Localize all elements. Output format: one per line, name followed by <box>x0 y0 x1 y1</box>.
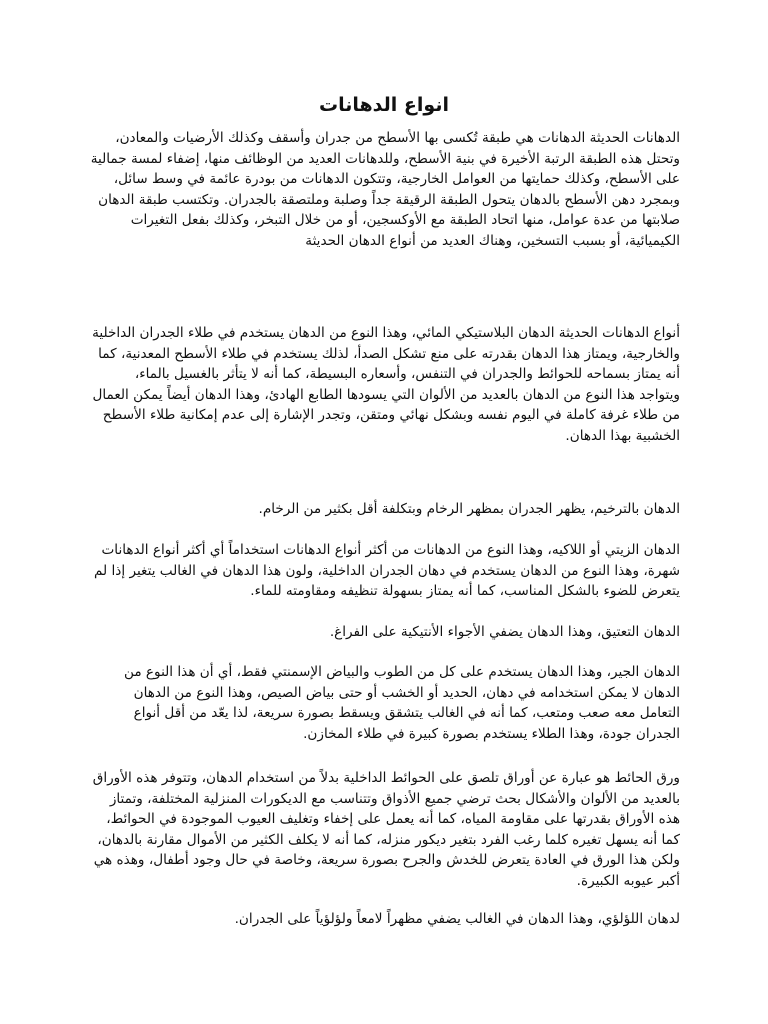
paragraph-plastic-paint: أنواع الدهانات الحديثة الدهان البلاستيكي المائي، وهذا النوع من الدهان يستخدم في طلاء الجدران الداخلية والخارجية، ويمتاز هذا الدهان بقدرته على منع تشكل الصدأ، لذلك يستخدم في طلاء الأسطح المعدنية، كما أنه يمتاز بسماحه للحوائط والجدران في التنفس، وأسعاره البسيطة، كما أنه لا يتأثر بالغسيل بالماء، ويتواجد هذا النوع من الدهان بالعديد من الألوان التي يسودها الطابع الهادئ، وهذا الدهان أيضاً يمكن العمال من طلاء غرفة كاملة في اليوم نفسه وبشكل نهائي ومتقن، وتجدر الإشارة إلى عدم إمكانية طلاء الأسطح الخشبية بهذا الدهان. <box>92 325 680 444</box>
paragraph-lime-paint: الدهان الجير، وهذا الدهان يستخدم على كل من الطوب والبياض الإسمنتي فقط، أي أن هذا النوع من الدهان لا يمكن استخدامه في دهان، الحديد أو الخشب أو حتى بياض الصيص، وهذا النوع من الدهان التعامل معه صعب ومتعب، كما أنه في الغالب يتشقق ويسقط بصورة سريعة، لذا يعّد من أقل أنواع الجدران جودة، وهذا الطلاء يستخدم بصورة كبيرة في طلاء المخازن. <box>123 664 680 742</box>
paragraph-intro: الدهانات الحديثة الدهانات هي طبقة تُكسى بها الأسطح من جدران وأسقف وكذلك الأرضيات والمعادن، وتحتل هذه الطبقة الرتبة الأخيرة في بنية الأسطح، وللدهانات العديد من الوظائف منها، إضفاء لمسة جمالية على الأسطح، وكذلك حمايتها من العوامل الخارجية، وتتكون الدهانات من بودرة عائمة في وسط سائل، وبمجرد دهن الأسطح بالدهان يتحول الطبقة الرقيقة جداً وصلبة وملتصقة بالجدران. وتكتسب طبقة الدهان صلابتها من عدة عوامل، منها اتحاد الطبقة مع الأوكسجين، أو من خلال التبخر، وكذلك بفعل التغيرات الكيميائية، أو بسبب التسخين، وهناك العديد من أنواع الدهان الحديثة <box>90 130 680 249</box>
document-title: انواع الدهانات <box>319 94 449 116</box>
paragraph-wallpaper: ورق الحائط هو عبارة عن أوراق تلصق على الحوائط الداخلية بدلاً من استخدام الدهان، وتتوفر هذه الأوراق بالعديد من الألوان والأشكال بحث ترضي جميع الأذواق وتتناسب مع الديكورات المنزلية المختلفة، وتمتاز هذه الأوراق بقدرتها على مقاومة المياه، كما أنه يعمل على إخفاء وتغليف العيوب الموجودة في الحوائط، كما أنه يسهل تغيره كلما رغب الفرد بتغير ديكور منزله، كما أنه لا يكلف الكثير من الأموال مقارنة بالدهان، ولكن هذا الورق في العادة يتعرض للخدش والجرح بصورة سريعة، وخاصة في حال وجود أطفال، وهذه هي أكبر عيوبه الكبيرة. <box>92 770 680 889</box>
paragraph-pearl-paint: لدهان اللؤلؤي، وهذا الدهان في الغالب يضفي مظهراً لامعاً ولؤلؤياً على الجدران. <box>234 911 680 927</box>
paragraph-antique-paint: الدهان التعتيق، وهذا الدهان يضفي الأجواء الأنتيكية على الفراغ. <box>329 624 680 640</box>
paragraph-marble-paint: الدهان بالترخيم، يظهر الجدران بمظهر الرخام وبتكلفة أقل بكثير من الرخام. <box>258 501 680 517</box>
paragraph-oil-paint: الدهان الزيتي أو اللاكيه، وهذا النوع من الدهانات من أكثر أنواع الدهانات استخداماً أي أكثر أنواع الدهانات شهرة، وهذا النوع من الدهان يستخدم في دهان الجدران الداخلية، ولون هذا الدهان في الغالب يتغير إذا لم يتعرض للضوء بالشكل المناسب، كما أنه يمتاز بسهولة تنظيفه ومقاومته للماء. <box>94 542 680 600</box>
